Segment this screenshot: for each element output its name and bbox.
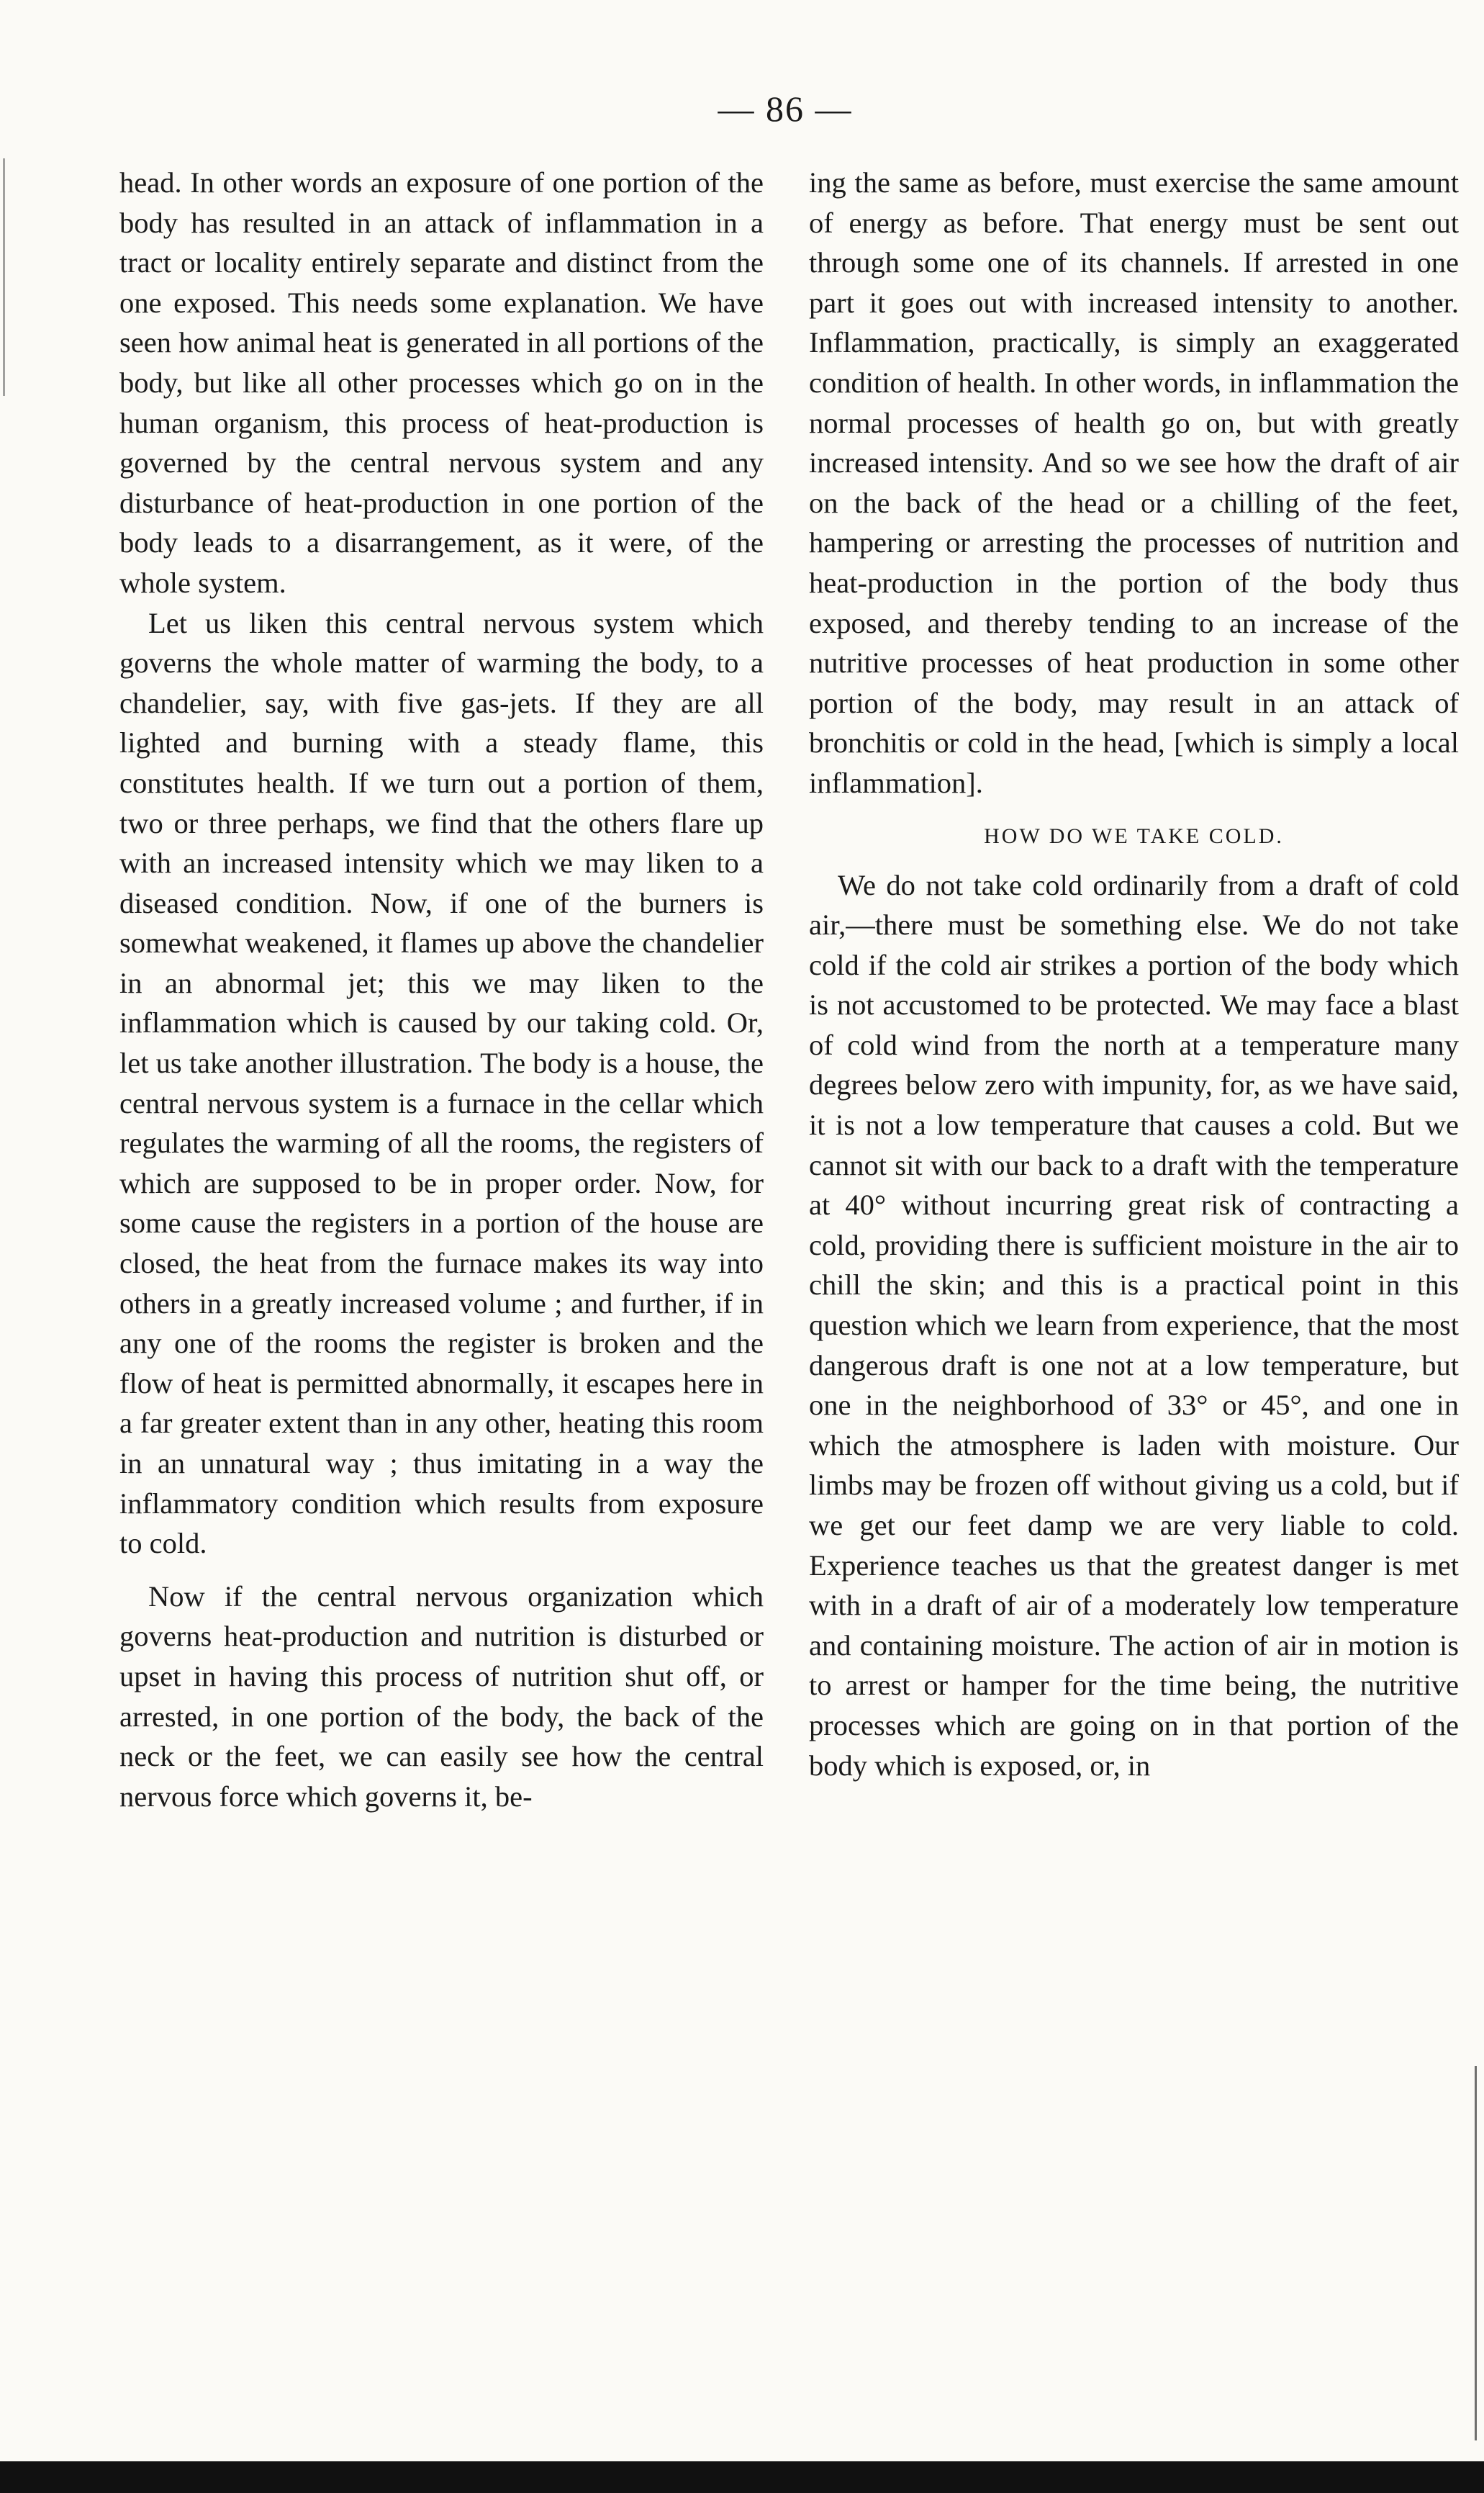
paragraph: head. In other words an exposure of one portion of the body has resulted in an attack of inflammation in a tract or locality entirely separate and distinct from the one exposed. This needs some explanation. We have seen how animal heat is generated in all portions of the body, but like all other processes which go on in the human organism, this process of heat-production is governed by the central nervous system and any disturbance of heat-production in one portion of the body leads to a disarrangement, as it were, of the whole system. (119, 166, 764, 599)
section-heading: HOW DO WE TAKE COLD. (984, 824, 1284, 848)
paragraph: Let us liken this central nervous system which governs the whole matter of warming the body, to a chandelier, say, with five gas-jets. If they are all lighted and burning with a steady flame, this constitutes health. If we turn out a portion of them, two or three perhaps, we find that the others flare up with an increased intensity which we may liken to a diseased condition. Now, if one of the burners is somewhat weakened, it flames up above the chandelier in an abnormal jet; this we may liken to the inflammation which is caused by our taking cold. Or, let us take another illustration. The body is a house, the central nervous system is a furnace in the cellar which regulates the warming of all the rooms, the registers of which are supposed to be in proper order. Now, for some cause the registers in a portion of the house are closed, the heat from the furnace makes its way into others in a greatly increased volume ; and further, if in any one of the rooms the register is broken and the flow of heat is permitted abnormally, it escapes here in a far greater extent than in any other, heating this room in an unnatural way ; thus imitating in a way the inflammatory condition which results from exposure to cold. (119, 606, 764, 1560)
page-number: — 86 — (718, 89, 853, 129)
scan-margin-mark-right (1475, 2066, 1477, 2440)
paragraph: ing the same as before, must exercise the same amount of energy as before. That energy must be sent out through some one of its channels. If arrested in one part it goes out with increased intensity to another. Inflammation, practically, is simply an exaggerated condition of health. In other words, in inflammation the normal processes of health go on, but with greatly increased intensity. And so we see how the draft of air on the back of the head or a chilling of the feet, hampering or arresting the processes of nutrition and heat-production in the portion of the body thus exposed, and thereby tending to an increase of the nutritive processes of heat production in some other portion of the body, may result in an attack of bronchitis or cold in the head, [which is simply a local inflammation]. (809, 166, 1459, 799)
left-column (119, 163, 764, 1816)
right-column (809, 163, 1459, 1785)
paragraph: We do not take cold ordinarily from a draft of cold air,—there must be something else. We do not take cold if the cold air strikes a portion of the body which is not accustomed to be protected. We may face a blast of cold wind from the north at a temperature many degrees below zero with impunity, for, as we have said, it is not a low temperature that causes a cold. But we cannot sit with our back to a draft with the temperature at 40° without incurring great risk of contracting a cold, providing there is sufficient moisture in the air to chill the skin; and this is a practical point in this question which we learn from experience, that the most dangerous draft is one not at a low temperature, but one in the neighborhood of 33° or 45°, and one in which the atmosphere is laden with moisture. Our limbs may be frozen off without giving us a cold, but if we get our feet damp we are very liable to cold. Experience teaches us that the greatest danger is met with in a draft of air of a moderately low temperature and containing moisture. The action of air in motion is to arrest or hamper for the time being, the nutritive processes which are going on in that portion of the body which is exposed, or, in (809, 868, 1459, 1782)
paragraph: Now if the central nervous organization which governs heat-production and nutrition is disturbed or upset in having this process of nutrition shut off, or arrested, in one portion of the body, the back of the neck or the feet, we can easily see how the central nervous force which governs it, be- (119, 1579, 764, 1813)
scan-bottom-edge (0, 2461, 1484, 2493)
scan-margin-mark (3, 158, 5, 396)
